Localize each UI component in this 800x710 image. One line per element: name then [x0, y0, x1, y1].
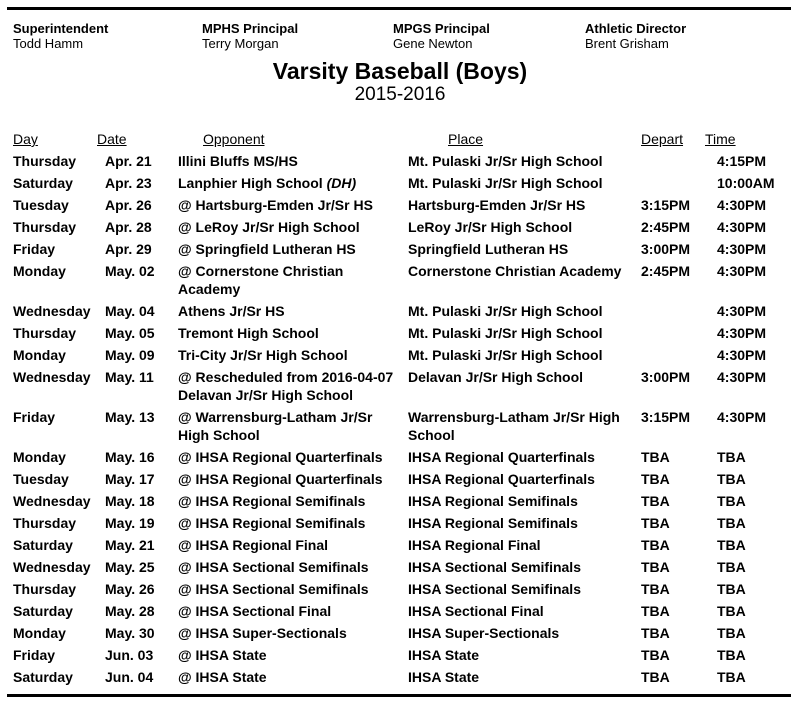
cell-day: Wednesday: [13, 369, 91, 385]
cell-place: LeRoy Jr/Sr High School: [408, 219, 573, 235]
cell-depart: TBA: [641, 625, 670, 641]
cell-time: TBA: [717, 669, 746, 685]
page-title: Varsity Baseball (Boys): [272, 58, 528, 84]
table-header-row: [13, 128, 790, 150]
table-row: [13, 666, 790, 688]
cell-opponent: @ Cornerstone Christian Academy: [178, 263, 344, 297]
table-row: [13, 644, 790, 666]
cell-opponent: @ Warrensburg-Latham Jr/Sr High School: [178, 409, 373, 443]
cell-depart: [641, 344, 705, 366]
cell-time: 10:00AM: [717, 175, 775, 191]
cell-opponent: Tri-City Jr/Sr High School: [178, 347, 348, 363]
cell-day: Thursday: [13, 219, 77, 235]
staff-block-mpgs-principal: [393, 21, 585, 51]
top-rule: [7, 7, 791, 10]
staff-block-superintendent: [13, 21, 202, 51]
staff-title: Superintendent: [13, 21, 109, 36]
cell-date: May. 13: [105, 409, 155, 425]
cell-time: TBA: [717, 493, 746, 509]
cell-opponent: Athens Jr/Sr HS: [178, 303, 285, 319]
cell-place: Cornerstone Christian Academy: [408, 263, 622, 279]
cell-time: 4:30PM: [717, 369, 767, 385]
cell-depart: [641, 322, 705, 344]
cell-place: IHSA Sectional Semifinals: [408, 559, 581, 575]
cell-opponent: @ IHSA Regional Final: [178, 537, 329, 553]
cell-depart: TBA: [641, 669, 670, 685]
table-row: [13, 490, 790, 512]
cell-depart: TBA: [641, 647, 670, 663]
table-row: [13, 322, 790, 344]
cell-opponent: @ IHSA Regional Semifinals: [178, 493, 366, 509]
table-row: [13, 512, 790, 534]
cell-date: May. 18: [105, 493, 155, 509]
opponent-italic-note: (DH): [326, 175, 357, 191]
column-header-date: Date: [97, 131, 127, 147]
schedule-table: [13, 128, 790, 688]
cell-depart: TBA: [641, 581, 670, 597]
cell-time: TBA: [717, 581, 746, 597]
table-row: [13, 406, 790, 446]
cell-depart: TBA: [641, 471, 670, 487]
cell-time: 4:30PM: [717, 325, 767, 341]
cell-depart: 2:45PM: [641, 219, 691, 235]
cell-day: Saturday: [13, 175, 73, 191]
cell-time: 4:30PM: [717, 219, 767, 235]
table-row: [13, 600, 790, 622]
cell-depart: 3:00PM: [641, 369, 691, 385]
cell-depart: 3:15PM: [641, 197, 691, 213]
cell-date: Apr. 23: [105, 175, 152, 191]
cell-date: May. 16: [105, 449, 155, 465]
cell-place: Mt. Pulaski Jr/Sr High School: [408, 347, 603, 363]
staff-row: [13, 21, 800, 51]
table-row: [13, 172, 790, 194]
cell-day: Saturday: [13, 603, 73, 619]
cell-day: Tuesday: [13, 471, 69, 487]
cell-day: Monday: [13, 625, 66, 641]
cell-time: 4:30PM: [717, 409, 767, 425]
cell-day: Thursday: [13, 153, 77, 169]
cell-date: May. 09: [105, 347, 155, 363]
cell-opponent: @ IHSA Regional Quarterfinals: [178, 449, 383, 465]
staff-name: Gene Newton: [393, 36, 473, 51]
cell-place: IHSA Super-Sectionals: [408, 625, 560, 641]
cell-depart: TBA: [641, 493, 670, 509]
cell-day: Saturday: [13, 537, 73, 553]
cell-opponent: @ IHSA Sectional Semifinals: [178, 559, 369, 575]
cell-place: IHSA Regional Semifinals: [408, 515, 578, 531]
cell-opponent: @ IHSA State: [178, 647, 267, 663]
season-label: 2015-2016: [354, 84, 446, 105]
cell-day: Monday: [13, 449, 66, 465]
cell-depart: [641, 150, 705, 172]
cell-opponent: Lanphier High School (DH): [178, 175, 357, 191]
cell-place: IHSA Regional Quarterfinals: [408, 471, 595, 487]
table-row: [13, 578, 790, 600]
cell-time: TBA: [717, 537, 746, 553]
cell-time: 4:30PM: [717, 263, 767, 279]
column-header-place: Place: [448, 131, 484, 147]
cell-date: Apr. 26: [105, 197, 152, 213]
cell-place: IHSA Regional Semifinals: [408, 493, 578, 509]
cell-depart: TBA: [641, 537, 670, 553]
table-row: [13, 366, 790, 406]
table-row: [13, 344, 790, 366]
cell-date: May. 11: [105, 369, 154, 385]
cell-opponent: @ IHSA Sectional Semifinals: [178, 581, 369, 597]
cell-day: Wednesday: [13, 559, 91, 575]
schedule-table-body: [13, 150, 790, 688]
cell-day: Wednesday: [13, 493, 91, 509]
cell-time: 4:30PM: [717, 197, 767, 213]
column-header-opponent: Opponent: [203, 131, 265, 147]
cell-depart: [641, 172, 705, 194]
cell-day: Monday: [13, 347, 66, 363]
cell-day: Tuesday: [13, 197, 69, 213]
cell-time: TBA: [717, 471, 746, 487]
cell-date: May. 17: [105, 471, 155, 487]
cell-opponent: @ IHSA Sectional Final: [178, 603, 332, 619]
cell-depart: TBA: [641, 449, 670, 465]
cell-opponent: @ LeRoy Jr/Sr High School: [178, 219, 360, 235]
table-row: [13, 150, 790, 172]
cell-depart: TBA: [641, 559, 670, 575]
cell-time: TBA: [717, 625, 746, 641]
cell-day: Thursday: [13, 325, 77, 341]
cell-date: May. 26: [105, 581, 155, 597]
cell-date: Apr. 21: [105, 153, 152, 169]
staff-title: MPHS Principal: [202, 21, 299, 36]
cell-time: TBA: [717, 559, 746, 575]
cell-date: Jun. 03: [105, 647, 154, 663]
cell-place: Springfield Lutheran HS: [408, 241, 569, 257]
cell-opponent: Tremont High School: [178, 325, 319, 341]
table-row: [13, 260, 790, 300]
column-header-day: Day: [13, 131, 38, 147]
cell-day: Thursday: [13, 515, 77, 531]
table-row: [13, 622, 790, 644]
cell-date: Apr. 28: [105, 219, 152, 235]
cell-place: IHSA State: [408, 647, 480, 663]
cell-place: IHSA State: [408, 669, 480, 685]
cell-opponent: Illini Bluffs MS/HS: [178, 153, 298, 169]
cell-date: May. 21: [105, 537, 155, 553]
cell-place: Hartsburg-Emden Jr/Sr HS: [408, 197, 586, 213]
bottom-rule: [7, 694, 791, 697]
cell-opponent: @ IHSA Regional Semifinals: [178, 515, 366, 531]
cell-date: May. 25: [105, 559, 155, 575]
cell-place: IHSA Sectional Final: [408, 603, 544, 619]
cell-day: Friday: [13, 241, 56, 257]
cell-date: May. 05: [105, 325, 155, 341]
cell-place: Mt. Pulaski Jr/Sr High School: [408, 153, 603, 169]
column-header-time: Time: [705, 131, 736, 147]
cell-date: Jun. 04: [105, 669, 154, 685]
cell-time: TBA: [717, 603, 746, 619]
staff-title: MPGS Principal: [393, 21, 490, 36]
cell-place: Mt. Pulaski Jr/Sr High School: [408, 303, 603, 319]
cell-place: IHSA Regional Quarterfinals: [408, 449, 595, 465]
cell-place: Mt. Pulaski Jr/Sr High School: [408, 175, 603, 191]
table-row: [13, 238, 790, 260]
cell-day: Friday: [13, 647, 56, 663]
cell-depart: [641, 300, 705, 322]
cell-time: 4:30PM: [717, 241, 767, 257]
cell-day: Thursday: [13, 581, 77, 597]
cell-opponent: @ Springfield Lutheran HS: [178, 241, 356, 257]
cell-place: Warrensburg-Latham Jr/Sr High School: [408, 409, 620, 443]
cell-date: May. 30: [105, 625, 155, 641]
cell-depart: 2:45PM: [641, 263, 691, 279]
cell-depart: TBA: [641, 515, 670, 531]
cell-day: Wednesday: [13, 303, 91, 319]
cell-opponent: @ IHSA State: [178, 669, 267, 685]
cell-date: Apr. 29: [105, 241, 152, 257]
cell-place: Delavan Jr/Sr High School: [408, 369, 584, 385]
cell-time: TBA: [717, 449, 746, 465]
cell-date: May. 04: [105, 303, 155, 319]
column-header-depart: Depart: [641, 131, 684, 147]
cell-time: 4:30PM: [717, 347, 767, 363]
cell-place: IHSA Sectional Semifinals: [408, 581, 581, 597]
cell-time: TBA: [717, 647, 746, 663]
table-row: [13, 446, 790, 468]
staff-name: Brent Grisham: [585, 36, 669, 51]
table-row: [13, 468, 790, 490]
schedule-document: [0, 7, 800, 710]
cell-time: 4:15PM: [717, 153, 767, 169]
cell-date: May. 02: [105, 263, 155, 279]
cell-depart: TBA: [641, 603, 670, 619]
cell-opponent: @ Hartsburg-Emden Jr/Sr HS: [178, 197, 373, 213]
table-row: [13, 194, 790, 216]
cell-place: Mt. Pulaski Jr/Sr High School: [408, 325, 603, 341]
cell-day: Saturday: [13, 669, 73, 685]
cell-day: Friday: [13, 409, 56, 425]
staff-name: Terry Morgan: [202, 36, 279, 51]
staff-block-mphs-principal: [202, 21, 393, 51]
cell-time: 4:30PM: [717, 303, 767, 319]
table-row: [13, 216, 790, 238]
cell-opponent: @ IHSA Regional Quarterfinals: [178, 471, 383, 487]
table-row: [13, 300, 790, 322]
staff-block-athletic-director: [585, 21, 800, 51]
table-row: [13, 556, 790, 578]
staff-name: Todd Hamm: [13, 36, 84, 51]
cell-depart: 3:00PM: [641, 241, 691, 257]
cell-day: Monday: [13, 263, 66, 279]
cell-opponent: @ IHSA Super-Sectionals: [178, 625, 347, 641]
cell-opponent: @ Rescheduled from 2016-04-07 Delavan Jr/Sr High School: [178, 369, 394, 403]
table-row: [13, 534, 790, 556]
cell-date: May. 19: [105, 515, 155, 531]
cell-depart: 3:15PM: [641, 409, 691, 425]
staff-title: Athletic Director: [585, 21, 687, 36]
cell-date: May. 28: [105, 603, 155, 619]
cell-place: IHSA Regional Final: [408, 537, 541, 553]
cell-time: TBA: [717, 515, 746, 531]
